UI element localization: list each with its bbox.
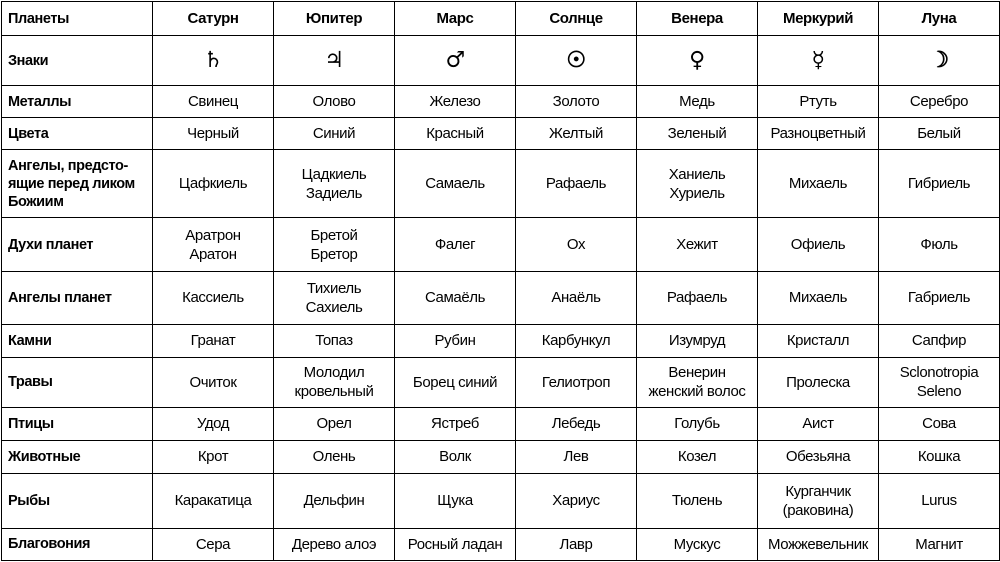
cell-text: Рафаель [545,175,607,193]
table-cell [395,440,516,473]
table-cell [153,440,274,473]
table-cell [395,407,516,440]
table-cell [274,528,395,560]
cell-text: Цафкиель [178,175,248,193]
cell-text: Орел [316,415,352,433]
cell-text: Фалег [434,236,476,254]
cell-text: Дельфин [303,492,365,510]
row-label-line: ящие перед ликом [8,175,135,192]
cell-text: Рафаель [666,289,728,307]
header-planet: Марс [395,2,516,36]
cell-text: Габриель [907,289,971,307]
cell-text: Хуриель [669,184,725,202]
table-cell [274,272,395,324]
row-label-line: Ангелы, предсто- [8,157,128,174]
row-label: Духи планет [2,218,153,272]
table-cell [758,218,879,272]
table-cell [516,357,637,407]
table-cell [516,473,637,528]
table-cell [637,272,758,324]
jupiter-symbol-icon: ♃ [274,36,395,86]
table-cell [879,86,1000,118]
cell-text: Козел [677,448,717,466]
row-label: Металлы [2,86,153,118]
sun-symbol-icon: ☉ [516,36,637,86]
table-cell [153,86,274,118]
mercury-symbol-icon: ☿ [758,36,879,86]
cell-text: Lurus [921,492,957,510]
table-cell [516,150,637,218]
row-label: Цвета [2,118,153,150]
symbol-row [2,36,1000,86]
table-cell [637,86,758,118]
table-cell [516,407,637,440]
row-label: Камни [2,324,153,357]
cell-text: Ох [566,236,586,254]
table-row [2,324,1000,357]
table-cell [516,218,637,272]
table-row [2,357,1000,407]
table-cell [879,118,1000,150]
cell-text: Серебро [909,93,969,111]
table-cell [153,218,274,272]
table-cell [274,218,395,272]
table-cell [395,528,516,560]
cell-text: Хариус [552,492,600,510]
cell-text: Изумруд [668,332,726,350]
cell-text: Лавр [559,535,593,553]
table-cell [274,118,395,150]
table-cell [274,86,395,118]
table-cell [758,324,879,357]
table-cell [758,118,879,150]
header-planet: Солнце [516,2,637,36]
table-cell [395,324,516,357]
cell-text: Белый [917,125,961,143]
row-label: Ангелы планет [2,272,153,324]
table-cell [637,357,758,407]
table-cell [274,440,395,473]
header-planet: Юпитер [274,2,395,36]
table-cell [395,272,516,324]
cell-text: Ястреб [431,415,479,433]
table-cell [274,473,395,528]
cell-text: Щука [437,492,473,510]
cell-text: Бретой [310,226,358,244]
cell-text: Каракатица [174,492,252,510]
table-row [2,150,1000,218]
table-cell [516,440,637,473]
cell-text: Ртуть [799,93,837,111]
table-cell [879,407,1000,440]
cell-text: Курганчик [785,482,851,500]
header-planet: Меркурий [758,2,879,36]
table-row [2,528,1000,560]
mars-symbol-icon: ♂ [395,36,516,86]
cell-text: Топаз [315,332,353,350]
cell-text: Сера [195,535,231,553]
table-cell [879,473,1000,528]
table-cell [637,528,758,560]
correspondence-table [1,1,1000,561]
table-cell [879,218,1000,272]
table-cell [758,440,879,473]
row-label-line: Божиим [8,193,64,210]
cell-text: Бретор [310,245,358,263]
table-cell [516,324,637,357]
table-cell [637,118,758,150]
table-cell [274,324,395,357]
cell-text: Черный [187,125,239,143]
cell-text: Sclonotropia [899,364,979,382]
table-body [2,2,1000,561]
table-cell [516,118,637,150]
cell-text: Синий [312,125,356,143]
table-row [2,86,1000,118]
cell-text: Хежит [676,236,718,254]
table-cell [637,324,758,357]
cell-text: Гранат [190,332,236,350]
header-planet: Луна [879,2,1000,36]
header-planet: Венера [637,2,758,36]
cell-text: Кошка [917,448,961,466]
table-cell [758,86,879,118]
table-cell [153,150,274,218]
cell-text: Можжевельник [768,535,868,553]
cell-text: Красный [426,125,484,143]
row-label: Благовония [2,528,153,560]
cell-text: Михаель [788,175,848,193]
venus-symbol-icon: ♀ [637,36,758,86]
cell-text: Очиток [189,373,237,391]
table-cell [153,407,274,440]
table-cell [153,272,274,324]
table-cell [879,150,1000,218]
row-label: Птицы [2,407,153,440]
cell-text: Задиель [305,184,363,202]
table-cell [879,272,1000,324]
cell-text: Волк [439,448,471,466]
cell-text: Карбункул [541,332,611,350]
cell-text: Мускус [673,535,721,553]
table-cell [153,473,274,528]
cell-text: Олень [312,448,356,466]
table-cell [637,218,758,272]
table-row [2,473,1000,528]
table-cell [395,86,516,118]
table-cell [879,528,1000,560]
table-cell [758,357,879,407]
table-cell [879,440,1000,473]
cell-text: Разноцветный [770,125,866,143]
table-row [2,218,1000,272]
table-cell [153,357,274,407]
cell-text: Лев [563,448,589,466]
cell-text: Рубин [434,332,476,350]
cell-text: Кристалл [786,332,850,350]
table-cell [637,150,758,218]
cell-text: Желтый [549,125,603,143]
cell-text: Железо [429,93,481,111]
cell-text: Борец синий [412,373,498,391]
table-row [2,407,1000,440]
row-label: Рыбы [2,473,153,528]
table-cell [395,218,516,272]
cell-text: Тихиель [306,279,362,297]
cell-text: Самаёль [424,289,486,307]
cell-text: Молодил [303,364,365,382]
table-cell [758,272,879,324]
cell-text: Михаель [788,289,848,307]
cell-text: Сова [922,415,956,433]
cell-text: Пролеска [786,373,850,391]
table-row [2,440,1000,473]
table-cell [758,528,879,560]
table-cell [637,440,758,473]
table-cell [153,324,274,357]
table-row [2,118,1000,150]
cell-text: Цадкиель [301,165,367,183]
cell-text: Зеленый [667,125,727,143]
table-cell [758,407,879,440]
table-cell [758,473,879,528]
table-row [2,272,1000,324]
table-cell [516,86,637,118]
table-cell [274,357,395,407]
cell-text: Свинец [188,93,238,111]
cell-text: Крот [197,448,229,466]
table-cell [274,407,395,440]
table-cell [637,473,758,528]
cell-text: Голубь [674,415,720,433]
cell-text: Аратрон [185,226,241,244]
cell-text: (раковина) [782,501,854,519]
cell-text: Офиель [790,236,846,254]
cell-text: Сахиель [305,298,363,316]
cell-text: Обезьяна [785,448,851,466]
cell-text: Магнит [915,535,963,553]
table-cell [395,357,516,407]
cell-text: Сапфир [911,332,967,350]
table-cell [879,357,1000,407]
table-cell [395,150,516,218]
table-cell [395,118,516,150]
cell-text: Анаёль [551,289,601,307]
moon-symbol-icon: ☽ [879,36,1000,86]
cell-text: Дерево алоэ [291,535,377,553]
table-cell [274,150,395,218]
cell-text: Удод [196,415,230,433]
row-label [2,150,153,218]
cell-text: Гибриель [907,175,971,193]
cell-text: Золото [552,93,600,111]
cell-text: Аратон [189,245,237,263]
row-label: Знаки [2,36,153,86]
cell-text: Тюлень [671,492,723,510]
table-cell [637,407,758,440]
cell-text: Seleno [916,383,962,401]
header-planet: Сатурн [153,2,274,36]
table-cell [153,528,274,560]
cell-text: Ханиель [668,165,726,183]
cell-text: кровельный [294,383,374,401]
saturn-symbol-icon: ♄ [153,36,274,86]
row-label: Травы [2,357,153,407]
table-cell [516,528,637,560]
cell-text: Гелиотроп [541,373,611,391]
cell-text: Росный ладан [407,535,503,553]
cell-text: Медь [679,93,715,111]
table-cell [879,324,1000,357]
table-cell [153,118,274,150]
cell-text: женский волос [648,383,746,401]
cell-text: Самаель [425,175,485,193]
table-cell [395,473,516,528]
cell-text: Кассиель [182,289,244,307]
cell-text: Венерин [668,364,726,382]
table-cell [758,150,879,218]
cell-text: Фюль [920,236,958,254]
header-planets-label: Планеты [2,2,153,36]
table-cell [516,272,637,324]
cell-text: Лебедь [551,415,601,433]
cell-text: Аист [802,415,834,433]
row-label: Животные [2,440,153,473]
cell-text: Олово [312,93,356,111]
header-row [2,2,1000,36]
